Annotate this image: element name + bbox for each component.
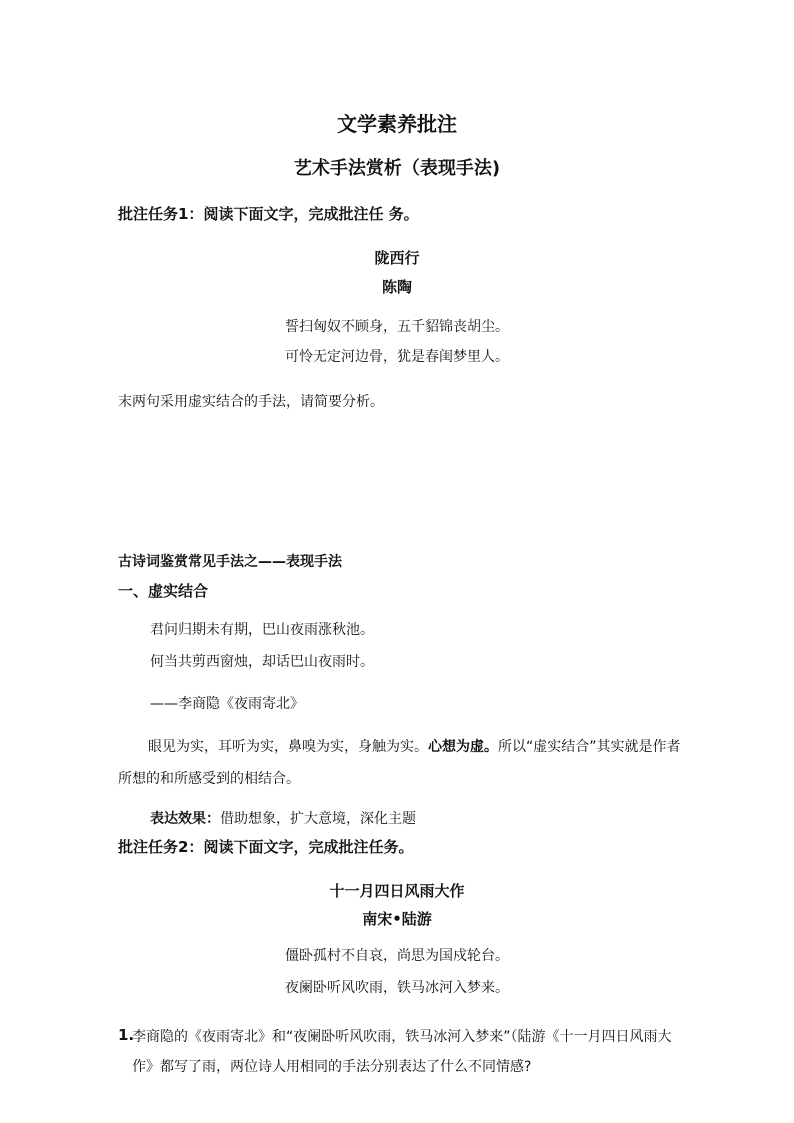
effect-line (150, 808, 416, 828)
task2-question (132, 1022, 692, 1082)
task2-poem-line: 僵卧孤村不自哀，尚思为国戍轮台。 (285, 948, 509, 964)
section-subheading: 一、虚实结合 (118, 582, 209, 600)
example-poem-line: 君问归期未有期，巴山夜雨涨秋池。 (150, 622, 374, 638)
task1-poem-line: 誓扫匈奴不顾身，五千貂锦丧胡尘。 (285, 319, 509, 335)
explanation-paragraph (118, 731, 684, 795)
task2-question-text: 李商隐的《夜雨寄北》和“夜阑卧听风吹雨，铁马冰河入梦来”（陆游《十一月四日风雨大作》都写了雨，两位诗人用相同的手法分别表达了什么不同情感? (132, 1029, 672, 1075)
explanation-text: 眼见为实，耳听为实，鼻嗅为实，身触为实。 (148, 739, 428, 755)
question-number: 1. (118, 1026, 135, 1044)
explanation-text: 所以“虚实结合”其实就是作者所想的和所感受到的相结合。 (118, 739, 681, 787)
example-poem-line: 何当共剪西窗烛，却话巴山夜雨时。 (150, 654, 374, 670)
task2-poem-line: 夜阑卧听风吹雨，铁马冰河入梦来。 (285, 980, 509, 996)
task1-poem-author: 陈陶 (381, 278, 412, 296)
page-subtitle: 艺术手法赏析（表现手法) (293, 158, 501, 179)
effect-text: 借助想象，扩大意境，深化主题 (220, 811, 416, 827)
task1-poem-title: 陇西行 (374, 249, 420, 267)
explanation-emphasis: 心想为虚。 (428, 739, 498, 755)
example-attribution: ——李商隐《夜雨寄北》 (150, 696, 304, 712)
task2-poem-author: 南宋•陆游 (362, 910, 432, 928)
effect-label: 表达效果： (150, 811, 220, 827)
task2-heading: 批注任务2：阅读下面文字，完成批注任务。 (118, 838, 414, 856)
page-title: 文学素养批注 (337, 112, 457, 136)
task2-poem-title: 十一月四日风雨大作 (329, 882, 465, 900)
section-heading: 古诗词鉴赏常见手法之——表现手法 (118, 554, 342, 570)
task1-heading: 批注任务1：阅读下面文字，完成批注任 务。 (118, 205, 419, 223)
task1-poem-line: 可怜无定河边骨，犹是春闺梦里人。 (285, 349, 509, 365)
task1-question: 末两句采用虚实结合的手法，请简要分析。 (118, 394, 384, 410)
